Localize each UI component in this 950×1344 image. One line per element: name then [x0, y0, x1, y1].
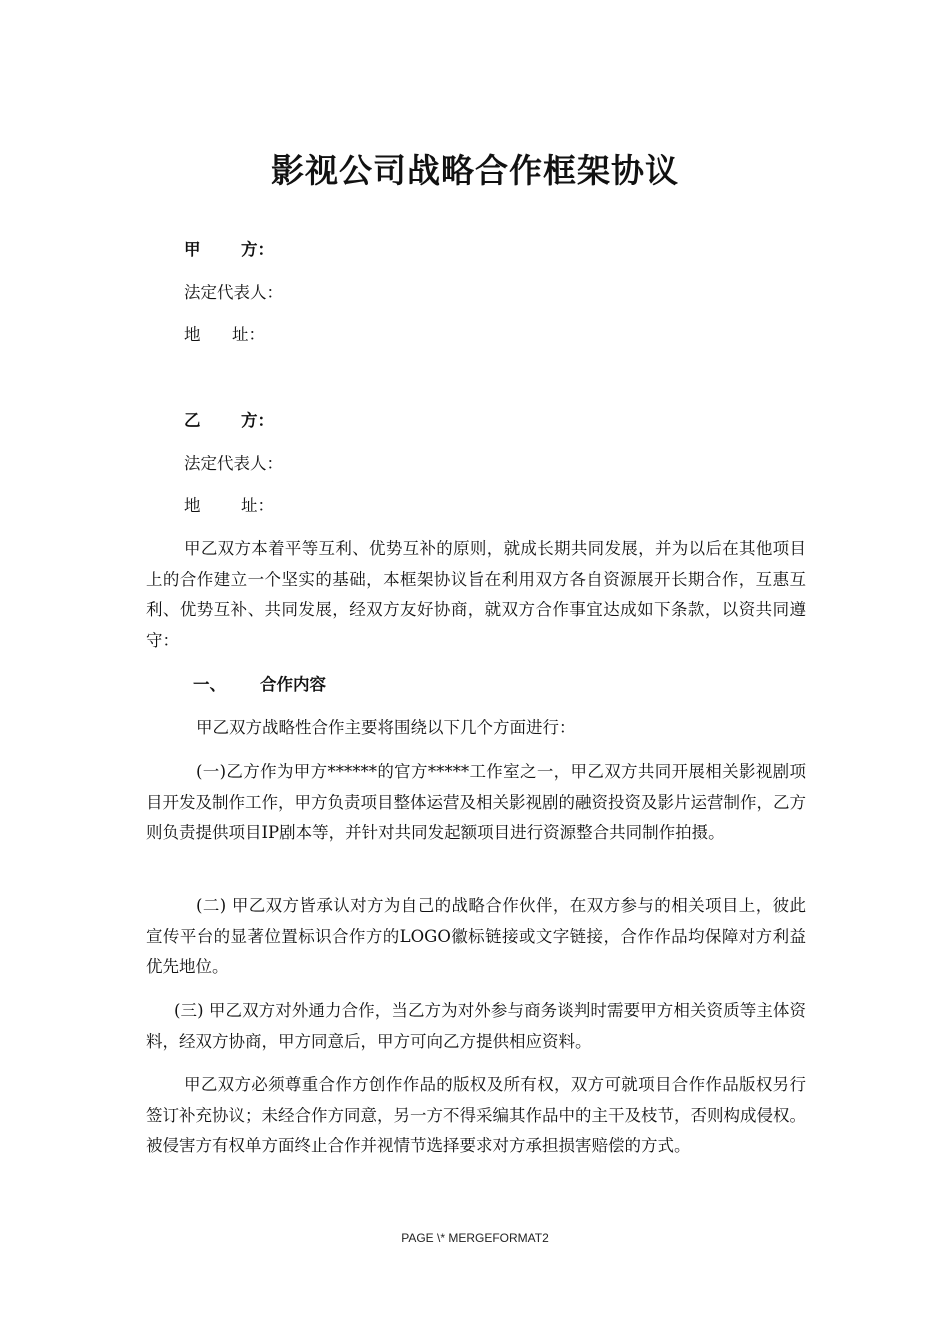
clause-2-paragraph: (二) 甲乙双方皆承认对方为自己的战略合作伙伴，在双方参与的相关项目上，彼此宣传平台的显著位置标识合作方的LOGO徽标链接或文字链接，合作作品均保障对方利益优先地位。 [146, 896, 806, 976]
section-title: 合作内容 [260, 675, 326, 694]
party-b-label-suffix: 方： [241, 411, 274, 430]
party-b-address-suffix: 址： [241, 496, 274, 515]
document-title: 影视公司战略合作框架协议 [271, 151, 679, 190]
party-a-representative: 法定代表人： [184, 283, 283, 302]
page-footer: PAGE \* MERGEFORMAT2 [401, 1231, 549, 1245]
section-heading [193, 672, 326, 698]
party-a-address-char: 地 [184, 325, 201, 344]
party-b-address-char: 地 [184, 496, 201, 515]
copyright-paragraph: 甲乙双方必须尊重合作方创作作品的版权及所有权，双方可就项目合作作品版权另行签订补充协议；未经合作方同意，另一方不得采编其作品中的主干及枝节，否则构成侵权。被侵害方有权单方面终止合作并视情节选择要求对方承担损害赔偿的方式。 [146, 1075, 806, 1155]
section-number: 一、 [193, 675, 226, 694]
party-a-label [184, 238, 274, 262]
party-b-label-char: 乙 [184, 411, 201, 430]
party-a-label-suffix: 方： [241, 240, 274, 259]
party-b-representative: 法定代表人： [184, 454, 283, 473]
party-a-address [184, 323, 265, 347]
intro-paragraph: 甲乙双方本着平等互利、优势互补的原则，就成长期共同发展，并为以后在其他项目上的合作建立一个坚实的基础，本框架协议旨在利用双方各自资源展开长期合作，互惠互利、优势互补、共同发展，经双方友好协商，就双方合作事宜达成如下条款，以资共同遵守： [146, 539, 806, 650]
party-a-address-suffix: 址： [232, 325, 265, 344]
party-b-label [184, 409, 274, 433]
section-lead-paragraph: 甲乙双方战略性合作主要将围绕以下几个方面进行： [196, 718, 576, 737]
party-b-address [184, 494, 274, 518]
party-a-label-char: 甲 [184, 240, 201, 259]
clause-1-paragraph: (一)乙方作为甲方******的官方*****工作室之一，甲乙双方共同开展相关影视剧项目开发及制作工作，甲方负责项目整体运营及相关影视剧的融资投资及影片运营制作，乙方则负责提供项目IP剧本等，并针对共同发起额项目进行资源整合共同制作拍摄。 [146, 762, 806, 842]
clause-3-paragraph: (三) 甲乙双方对外通力合作，当乙方为对外参与商务谈判时需要甲方相关资质等主体资料，经双方协商，甲方同意后，甲方可向乙方提供相应资料。 [146, 1001, 806, 1051]
